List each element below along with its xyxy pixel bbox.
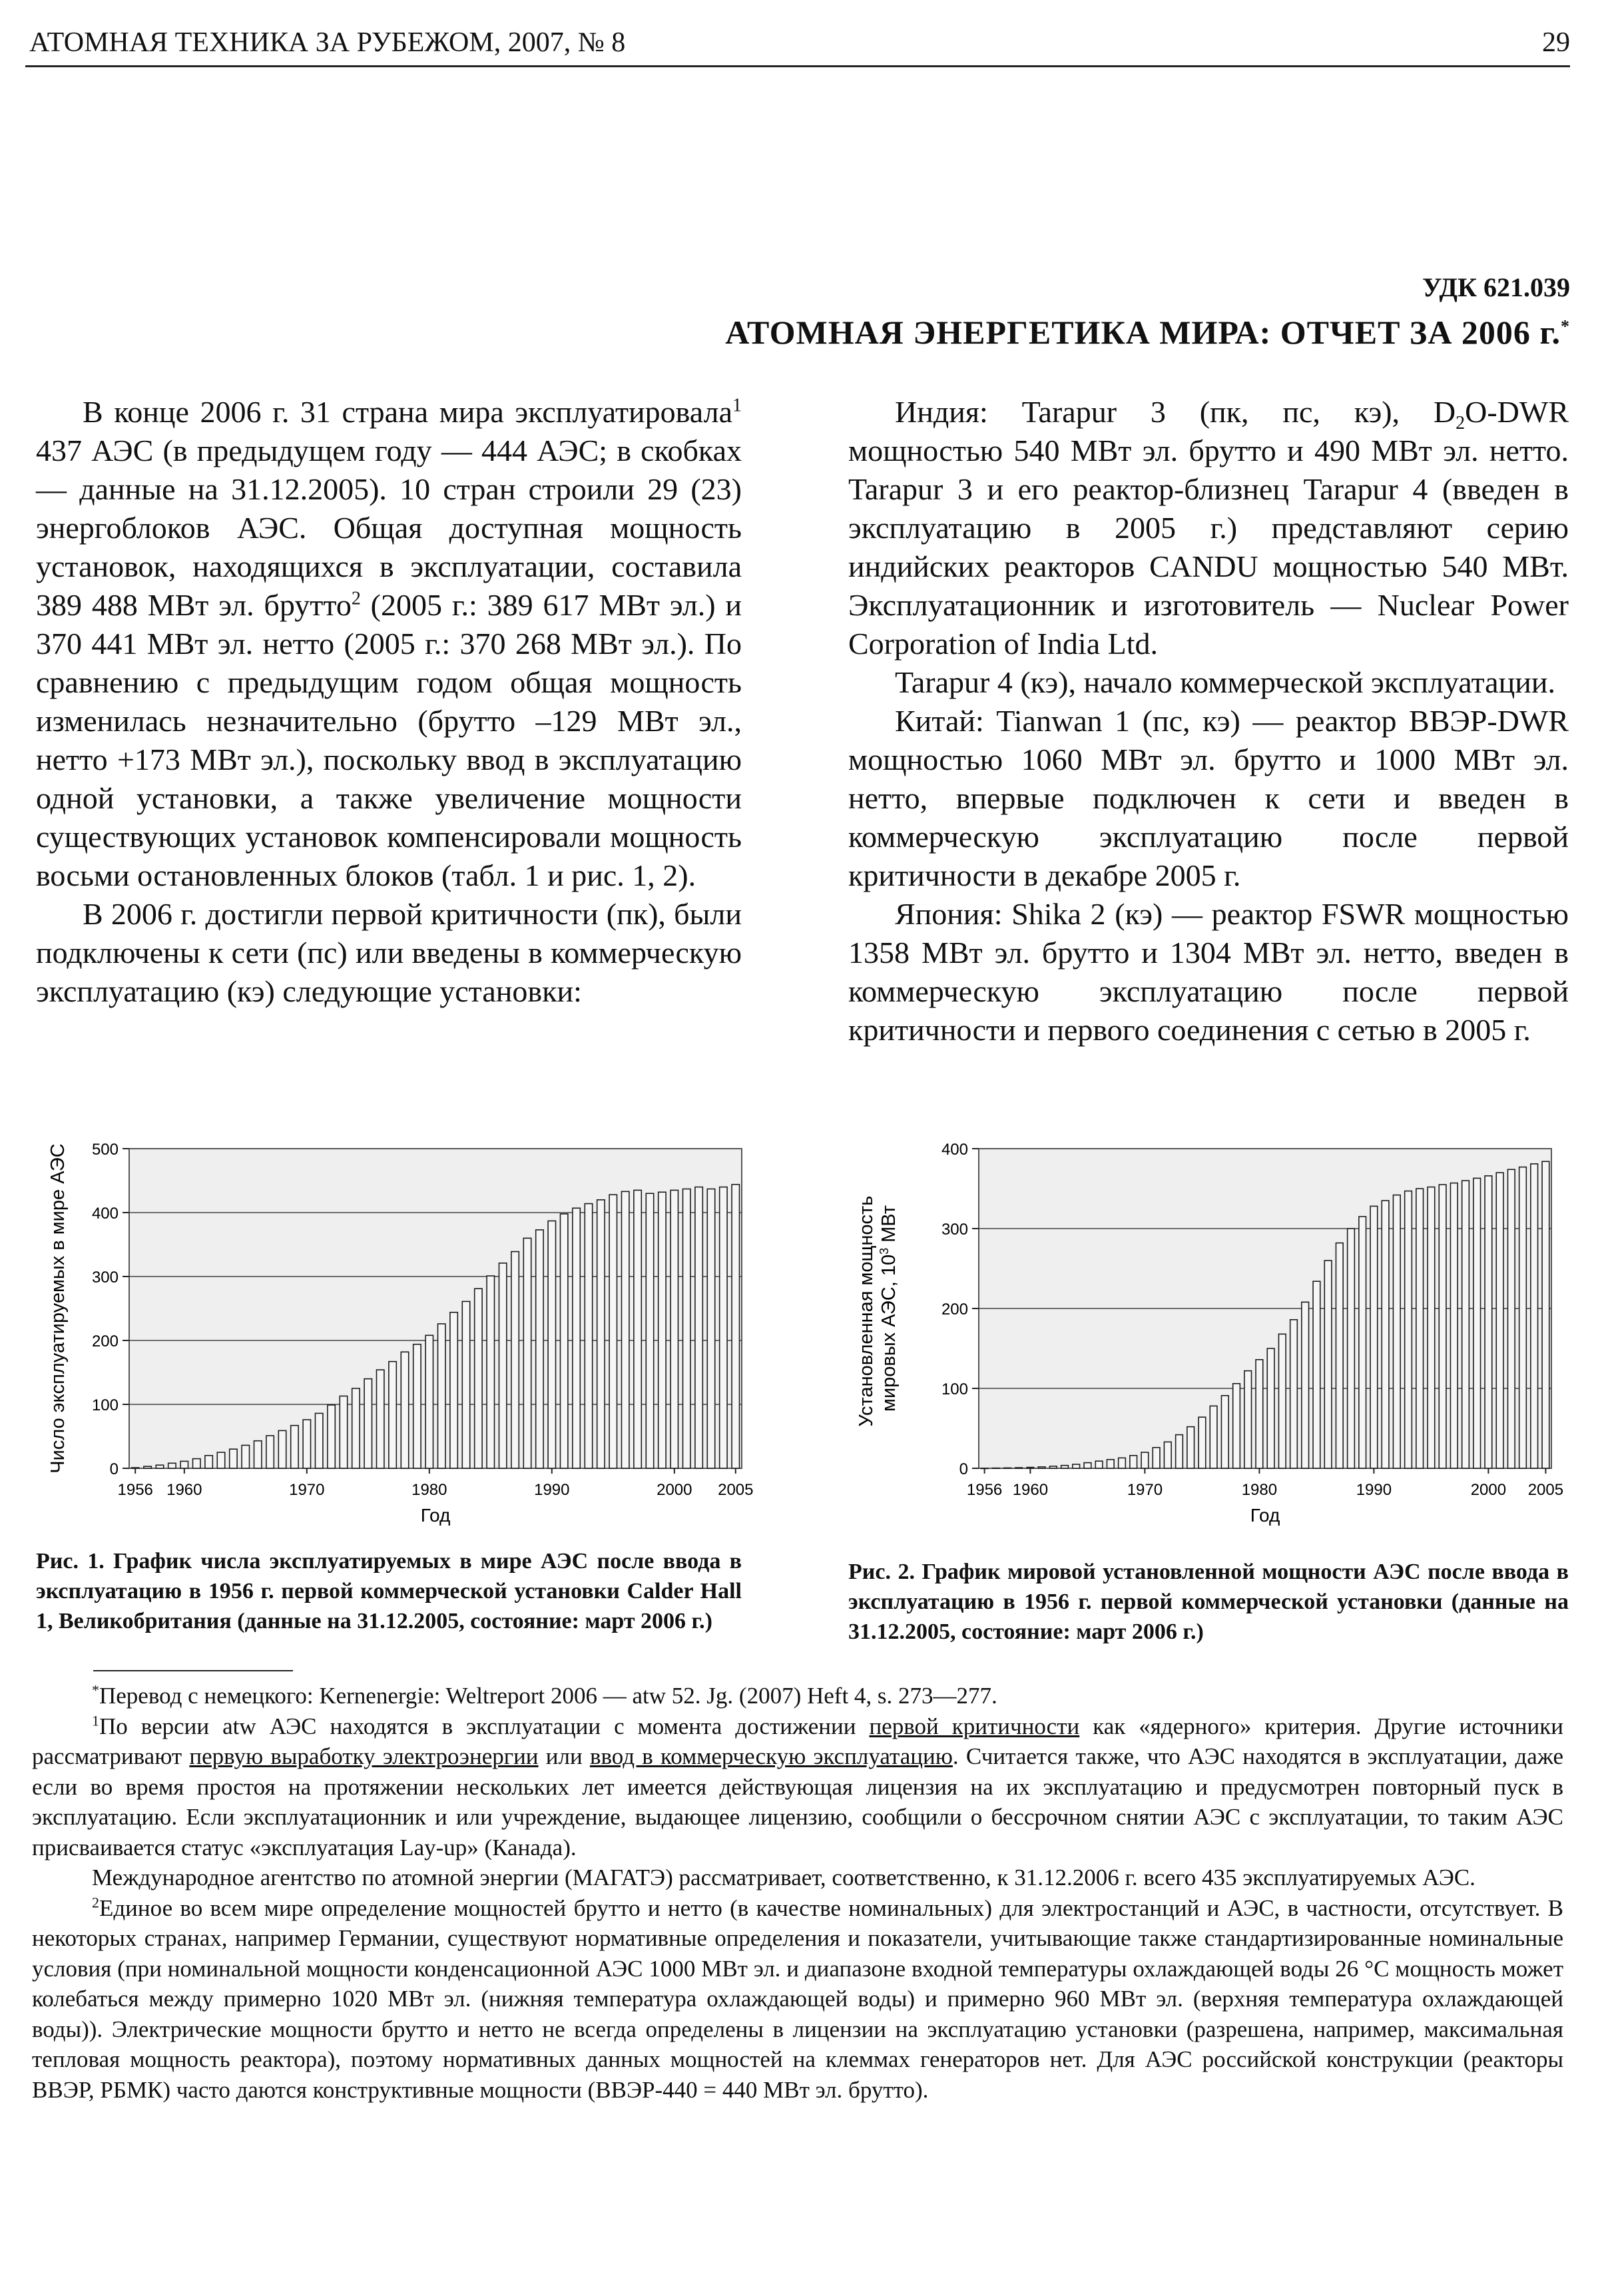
bar-1962	[1049, 1466, 1057, 1468]
bar-2001	[1496, 1173, 1503, 1468]
paragraph-japan: Япония: Shika 2 (кэ) — реактор FSWR мощностью 1358 МВт эл. брутто и 1304 МВт эл. нетто, введен в коммерческую эксплуатацию после первой критичности и первого соединения с сетью в 2005 г.	[848, 897, 1569, 1047]
y-tick-label: 400	[91, 1205, 119, 1223]
x-tick-label: 1956	[117, 1481, 153, 1499]
bar-1985	[487, 1276, 494, 1468]
y-tick-label: 100	[941, 1380, 968, 1398]
paragraph-intro: В конце 2006 г. 31 страна мира эксплуатировала$^1$ 437 АЭС (в предыдущем году — 444 АЭС; в скобках — данные на 31.12.2005). 10 стран строили 29 (23) энергоблоков АЭС. Общая доступная мощность установок, находящихся в эксплуатации, составила 389 488 МВт эл. брутто$^2$ (2005 г.: 389 617 МВт эл.) и 370 441 МВт эл. нетто (2005 г.: 370 268 МВт эл.). По сравнению с предыдущим годом общая мощность изменилась незначительно (брутто –129 МВт эл., нетто +173 МВт эл.), поскольку ввод в эксплуатацию одной установки, а также увеличение мощности существующих установок компенсировали мощность восьми остановленных блоков (табл. 1 и рис. 1, 2).	[36, 395, 742, 892]
figure-1-chart	[36, 1132, 755, 1532]
bar-1960	[180, 1461, 188, 1468]
x-tick-label: 1990	[1356, 1481, 1392, 1499]
left-column	[36, 393, 742, 1011]
bar-1981	[1267, 1348, 1274, 1468]
bar-1995	[609, 1195, 617, 1468]
bar-1983	[462, 1301, 469, 1468]
x-tick-label: 1960	[1012, 1481, 1049, 1499]
bar-1971	[315, 1413, 322, 1468]
bar-1992	[573, 1208, 580, 1468]
bar-1998	[1462, 1181, 1469, 1468]
bar-1977	[1221, 1396, 1228, 1468]
bar-1968	[278, 1430, 286, 1468]
y-tick-label: 400	[941, 1141, 968, 1159]
bar-1957	[144, 1466, 151, 1468]
y-tick-label: 300	[941, 1221, 968, 1239]
bar-1973	[340, 1396, 347, 1468]
bar-1965	[1084, 1463, 1091, 1468]
article-title: АТОМНАЯ ЭНЕРГЕТИКА МИРА: ОТЧЕТ ЗА 2006 г.*	[725, 314, 1570, 351]
x-tick-label: 2000	[1470, 1481, 1507, 1499]
bar-1962	[205, 1456, 212, 1468]
footnotes	[32, 1681, 1563, 2105]
paragraph-2006: В 2006 г. достигли первой критичности (пк), были подключены к сети (пс) или введены в коммерческую эксплуатацию (кэ) следующие установки:	[36, 897, 742, 1008]
bar-1972	[1164, 1442, 1171, 1468]
footnote-1: $^1$По версии atw АЭС находятся в эксплуатации с момента достижении первой критичности как «ядерного» критерия. Другие источники рассматривают первую выработку электроэнергии или ввод в коммерческую эксплуатацию. Считается также, что АЭС находятся в эксплуатации, даже если во время простоя на протяжении нескольких лет имеется действующая лицензия на их эксплуатацию и предусмотрен повторный пуск в эксплуатацию. Если эксплуатационник и или учреждение, выдающее лицензию, сообщили о бессрочном снятии АЭС с эксплуатации, то таким АЭС присваивается статус «эксплуатация Lay-up» (Канада).	[32, 1711, 1564, 1861]
bar-1995	[1428, 1187, 1435, 1468]
bar-1982	[1278, 1334, 1286, 1468]
footnote-translation: *Перевод с немецкого: Kernenergie: Weltreport 2006 — atw 52. Jg. (2007) Heft 4, s. 273—277.	[92, 1681, 997, 1709]
bar-1958	[156, 1465, 163, 1468]
bar-2000	[670, 1190, 678, 1468]
bar-1974	[352, 1388, 360, 1468]
x-tick-label: 1980	[1241, 1481, 1278, 1499]
bar-1990	[1370, 1206, 1378, 1468]
y-axis-label: Установленная мощность мировых АЭС, $10^3$ МВт	[856, 1195, 900, 1427]
bar-1970	[303, 1420, 310, 1468]
bar-2002	[1507, 1169, 1515, 1468]
bar-1976	[376, 1370, 384, 1468]
footnote-separator	[93, 1670, 293, 1671]
bar-1966	[1095, 1461, 1103, 1468]
bar-1994	[1416, 1189, 1424, 1468]
bar-1963	[217, 1452, 224, 1468]
bar-1961	[1038, 1467, 1045, 1468]
bar-2000	[1485, 1176, 1492, 1468]
bar-1996	[1439, 1185, 1446, 1468]
bar-1989	[1359, 1217, 1366, 1468]
bar-1975	[1198, 1417, 1206, 1468]
y-tick-label: 200	[91, 1332, 119, 1350]
bar-1999	[1473, 1178, 1481, 1468]
bar-1993	[585, 1204, 592, 1468]
x-tick-label: 1970	[1127, 1481, 1163, 1499]
x-tick-label: 1990	[534, 1481, 570, 1499]
bar-1980	[425, 1335, 433, 1468]
bar-1997	[1450, 1183, 1458, 1468]
figure-2-caption: Рис. 2. График мировой установленной мощности АЭС после ввода в эксплуатацию в 1956 г. первой коммерческой установки (данные на 31.12.2005, состояние: март 2006 г.)	[848, 1560, 1569, 1644]
bar-1999	[659, 1192, 666, 1468]
bar-1964	[230, 1449, 237, 1468]
right-column	[848, 393, 1569, 1049]
x-tick-label: 2005	[718, 1481, 754, 1499]
y-tick-label: 200	[941, 1300, 968, 1318]
bar-2001	[682, 1189, 690, 1468]
bar-1966	[254, 1441, 261, 1468]
bar-1956	[981, 1468, 988, 1469]
bar-1985	[1313, 1281, 1320, 1468]
bar-1984	[1302, 1302, 1309, 1468]
page-number: 29	[1542, 27, 1570, 58]
bar-1978	[401, 1352, 408, 1468]
paragraph-india: Индия: Tarapur 3 (пк, пс, кэ), $D_2O$-DWR мощностью 540 МВт эл. брутто и 490 МВт эл. нетто. Tarapur 3 и его реактор-близнец Tarapur 4 (введен в эксплуатацию в 2005 г.) представляют серию индийских реакторов CANDU мощностью 540 МВт. Эксплуатационник и изготовитель — Nuclear Power Corporation of India Ltd.	[848, 395, 1569, 661]
bar-1989	[536, 1230, 543, 1468]
y-axis-label: Число эксплуатируемых в мире АЭС	[47, 1143, 69, 1474]
bar-1974	[1187, 1427, 1195, 1468]
x-tick-label: 1970	[289, 1481, 325, 1499]
bar-1983	[1290, 1320, 1298, 1468]
y-tick-label: 0	[109, 1460, 119, 1478]
y-tick-label: 500	[91, 1141, 119, 1159]
x-tick-label: 1960	[166, 1481, 202, 1499]
bar-2004	[1531, 1164, 1538, 1468]
bar-1963	[1061, 1466, 1069, 1468]
bar-1993	[1405, 1191, 1412, 1468]
bar-1979	[413, 1344, 421, 1468]
bar-1959	[168, 1463, 176, 1468]
bar-1975	[364, 1379, 372, 1468]
bar-2005	[732, 1185, 739, 1468]
bar-1987	[511, 1252, 519, 1468]
bar-1969	[291, 1426, 298, 1468]
bar-1970	[1141, 1452, 1149, 1468]
bar-1998	[646, 1193, 653, 1468]
bar-1973	[1176, 1435, 1183, 1468]
bar-1987	[1336, 1243, 1343, 1468]
x-axis-label: Год	[420, 1505, 451, 1526]
bar-1971	[1153, 1448, 1160, 1468]
figure-1-caption: Рис. 1. График числа эксплуатируемых в мире АЭС после ввода в эксплуатацию в 1956 г. первой коммерческой установки Calder Hall 1, Великобритания (данные на 31.12.2005, состояние: март 2006 г.)	[36, 1549, 742, 1633]
bar-1991	[560, 1214, 567, 1468]
x-tick-label: 2000	[657, 1481, 692, 1499]
figure-2-chart	[846, 1132, 1571, 1532]
bar-1965	[242, 1445, 249, 1468]
bar-1992	[1393, 1195, 1400, 1468]
bar-1988	[523, 1238, 531, 1468]
bar-1982	[450, 1312, 457, 1468]
x-tick-label: 1956	[966, 1481, 1003, 1499]
bar-1972	[328, 1405, 335, 1468]
bar-1967	[1107, 1460, 1114, 1468]
x-tick-label: 2005	[1527, 1481, 1564, 1499]
bar-1984	[475, 1289, 482, 1468]
udk-code: УДК 621.039	[1422, 272, 1570, 302]
bar-1969	[1130, 1456, 1137, 1468]
y-tick-label: 0	[959, 1460, 968, 1478]
footnote-1-iaea: Международное агентство по атомной энергии (МАГАТЭ) рассматривает, соответственно, к 31.12.2006 г. всего 435 эксплуатируемых АЭС.	[92, 1865, 1475, 1890]
bar-1968	[1119, 1458, 1126, 1468]
footnote-2: $^2$Единое во всем мире определение мощностей брутто и нетто (в качестве номинальных) для электростанций и АЭС, в частности, отсутствует. В некоторых странах, например Германии, существуют нормативные определения и показатели, учитывающие также стандартизированные номинальные условия (при номинальной мощности конденсационной АЭС 1000 МВт эл. и диапазоне входной температуры охлаждающей воды 26 °С мощность может колебаться между примерно 1020 МВт эл. (нижняя температура охлаждающей воды) и примерно 960 МВт эл. (верхняя температура охлаждающей воды)). Электрические мощности брутто и нетто не всегда определены в лицензии на эксплуатацию установки (разрешена, например, максимальная тепловая мощность реактора), поэтому нормативных данных мощностей на клеммах генераторов нет. Для АЭС российской конструкции (реакторы ВВЭР, РБМК) часто даются конструктивные мощности (ВВЭР-440 = 440 МВт эл. брутто).	[32, 1893, 1563, 2103]
journal-title: АТОМНАЯ ТЕХНИКА ЗА РУБЕЖОМ, 2007, № 8	[29, 27, 626, 58]
paragraph-china: Китай: Tianwan 1 (пс, кэ) — реактор ВВЭР-DWR мощностью 1060 МВт эл. брутто и 1000 МВт эл. нетто, впервые подключен к сети и введен в коммерческую эксплуатацию после первой критичности в декабре 2005 г.	[848, 704, 1569, 892]
bar-1991	[1382, 1201, 1389, 1468]
bar-1976	[1210, 1406, 1217, 1468]
bar-1979	[1244, 1371, 1252, 1468]
running-header	[25, 19, 1570, 67]
bar-2003	[707, 1189, 714, 1468]
bar-1990	[548, 1221, 555, 1468]
bar-2002	[695, 1187, 702, 1468]
bar-1996	[621, 1191, 629, 1468]
bar-1994	[597, 1200, 605, 1468]
bar-1964	[1073, 1464, 1080, 1468]
y-tick-label: 300	[91, 1269, 119, 1287]
bar-1981	[437, 1324, 445, 1468]
paragraph-tarapur4: Tarapur 4 (кэ), начало коммерческой эксплуатации.	[895, 665, 1555, 699]
bar-1967	[266, 1436, 274, 1468]
bar-1977	[389, 1362, 396, 1468]
bar-1961	[192, 1459, 200, 1468]
bar-2005	[1542, 1161, 1549, 1468]
x-axis-label: Год	[1250, 1505, 1280, 1526]
bar-1986	[499, 1263, 506, 1468]
bar-1997	[634, 1190, 641, 1468]
bar-2004	[720, 1187, 727, 1468]
bar-1957	[992, 1468, 999, 1469]
bar-1986	[1324, 1261, 1332, 1468]
x-tick-label: 1980	[411, 1481, 447, 1499]
bar-1980	[1256, 1360, 1263, 1468]
y-tick-label: 100	[91, 1396, 119, 1414]
bar-1988	[1348, 1229, 1355, 1468]
bar-1978	[1233, 1384, 1240, 1468]
bar-2003	[1519, 1167, 1527, 1468]
